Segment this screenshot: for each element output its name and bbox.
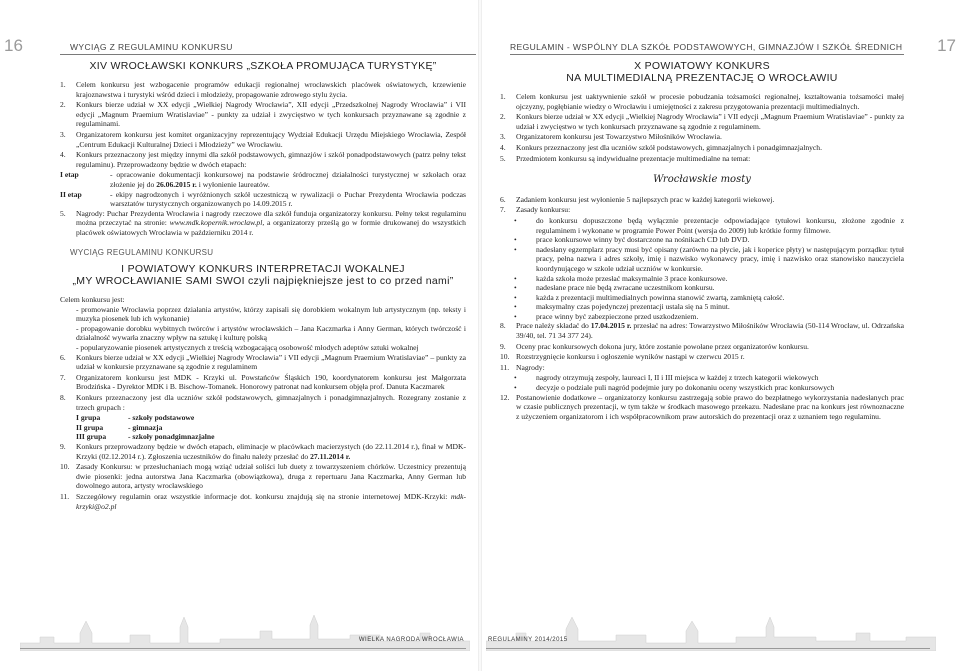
topic-title: Wrocławskie mosty <box>653 174 751 186</box>
bullet-item: • każda szkoła może przesłać maksymalnie 3 prace konkursowe. <box>514 273 728 283</box>
list-item: 4. Konkurs przeznaczony jest między innymi dla szkół podstawowych, gimnazjów i szkół ponadpodstawowych (patrz pełny tekst regulaminu). Przeprowadzony będzie w dwóch etapach: <box>60 150 466 169</box>
stage-row: I etap - opracowanie dokumentacji konkursowej na podstawie śródrocznej działalności turystycznej w szkołach oraz złożenie jej do 26.06.2015 r. i wyłonienie laureatów. <box>60 170 466 189</box>
page-number: 17 <box>937 36 956 55</box>
section-title: X POWIATOWY KONKURS NA MULTIMEDIALNĄ PREZENTACJĘ O WROCŁAWIU <box>566 60 838 84</box>
group-row: I grupa - szkoły podstawowe <box>76 413 195 423</box>
list-item: 8. Konkurs przeznaczony jest dla uczniów szkół podstawowych, gimnazjalnych i ponadgimnazjalnych. Rozegrany zostanie z trzech grupach : <box>60 393 466 412</box>
bullet-item: • do konkursu dopuszczone będą wyłącznie prezentacje odpowiadające tytułowi konkursu, złożone zgodnie z regulaminem i wykonane w programie Power Point (wersja do 2009) lub krótkie formy filmowe. <box>514 215 904 235</box>
list-item: 3. Organizatorem konkursu jest komitet organizacyjny reprezentujący Wydział Edukacji Urzędu Miejskiego Wrocławia, Zespół „Centrum Edukacji Kulturalnej Dzieci i Młodzieży” we Wrocławiu. <box>60 129 466 149</box>
right-body <box>500 58 904 422</box>
list-item: 12. Postanowienie dodatkowe – organizatorzy konkursu zastrzegają sobie prawo do bezpłatnego wykorzystania nadesłanych prac w czasie publicznych prezentacji, w tym także w środkach masowego przekazu. Nadesłane prac na konkurs jest równoznaczne z użyczeniem organizatorom i ich współpracownikom praw autorskich do prezentacji oraz z uznaniem tego regulaminu. <box>500 392 904 421</box>
list-item: 11. Szczegółowy regulamin oraz wszystkie informacje dot. konkursu znajdują się na stronie internetowej MDK-Krzyki: mdk-krzyki@o2.pl <box>60 491 466 511</box>
footer-rule <box>20 648 466 649</box>
group-row: II grupa - gimnazja <box>76 422 163 432</box>
list-item: 5. Przedmiotem konkursu są indywidualne prezentacje multimedialne na temat: <box>500 153 751 163</box>
stage-row: II etap - ekipy nagrodzonych i wyróżnionych szkół uczestniczą w rywalizacji o Puchar Prezydenta Wrocławia podczas warsztatów turystycznych organizowanych po 14.09.2015 r. <box>60 189 466 209</box>
header-rule <box>510 54 904 55</box>
section-title-2: I POWIATOWY KONKURS INTERPRETACJI WOKALNEJ „MY WROCŁAWIANIE SAMI SWOI czyli najpiękniejsze jest to co przed nami” <box>72 263 454 288</box>
list-item: 10. Rozstrzygnięcie konkursu i ogłoszenie wyników nastąpi w czerwcu 2015 r. <box>500 352 745 362</box>
bullet-item: • decyzje o podziale puli nagród podejmie jury po dokonaniu oceny wszystkich prac konkursowych <box>514 383 835 393</box>
bullet-item: • nagrody otrzymują zespoły, laureaci I, II i III miejsca w każdej z trzech kategorii wiekowych <box>514 373 819 383</box>
section-title: XIV WROCŁAWSKI KONKURS „SZKOŁA PROMUJĄCA TURYSTYKĘ” <box>89 60 437 72</box>
goal-item: - propagowanie dorobku wybitnych twórców i artystów wrocławskich – Jana Kaczmarka i Anny German, których twórczość i działalność wywarła znaczny wpływ na sztukę i kulturę polską <box>76 323 466 343</box>
list-item: 9. Konkurs przeprowadzony będzie w dwóch etapach, eliminacje w placówkach macierzystych (do 22.11.2014 r.), finał w MDK-Krzyki (02.12.2014 r.). Zgłoszenia uczestników do finału należy przesłać do 27.11.2014 r. <box>60 442 466 461</box>
list-item: 4. Konkurs przeznaczony jest dla uczniów szkół podstawowych, gimnazjalnych i ponadgimnazjalnych. <box>500 142 822 152</box>
list-item: 1. Celem konkursu jest wzbogacenie programów edukacji regionalnej wrocławskich placówek oświatowych, krzewienie krajoznawstwa i turystyki wśród dzieci i młodzieży, propagowanie zdrowego stylu życia. <box>60 80 466 99</box>
website-link[interactable]: www.mdk.kopernik.wroclaw.pl <box>169 218 263 228</box>
goal-label: Celem konkursu jest: <box>60 295 125 305</box>
goal-item: - popularyzowanie piosenek artystycznych z treścią wzbogacającą osobowość młodych adeptów sztuki wokalnej <box>76 343 419 353</box>
page-header: WYCIĄG Z REGULAMINU KONKURSU <box>70 42 233 52</box>
right-page <box>480 0 960 671</box>
city-skyline-illustration <box>486 613 936 651</box>
list-item: 3. Organizatorem konkursu jest Towarzystwo Miłośników Wrocławia. <box>500 132 722 142</box>
bullet-item: • nadesłany egzemplarz pracy musi być opisany (zarówno na płycie, jak i koperice płyty) w następującym porządku: tytuł pracy, pełna nazwa i adres szkoły, imię i nazwisko wykonawcy pracy, imię i nazwisko oraz stanowisko nauczyciela koordynującego w szkole udział uczniów w konkursie. <box>514 244 904 273</box>
header-rule <box>60 54 476 55</box>
bullet-item: • nadesłane prace nie będą zwracane uczestnikom konkursu. <box>514 283 715 293</box>
list-item: 9. Oceny prac konkursowych dokona jury, które zostanie powołane przez organizatorów konkursu. <box>500 341 809 351</box>
list-item: 11. Nagrody: <box>500 362 545 372</box>
list-item: 7. Zasady konkursu: <box>500 205 571 215</box>
list-item: 6. Zadaniem konkursu jest wyłonienie 5 najlepszych prac w każdej kategorii wiekowej. <box>500 194 775 204</box>
list-item: 5. Nagrody: Puchar Prezydenta Wrocławia i nagrody rzeczowe dla szkół funduja organizatorzy konkursu. Pełny tekst regulaminu można przeczytać na stronie: www.mdk.kopernik.wroclaw.pl, a organizatorzy prześlą go w formie drukowanej do wszystkich placówek oświatowych Wrocławia w październiku 2014 r. <box>60 208 466 237</box>
bullet-item: • prace konkursowe winny być dostarczone na nośnikach CD lub DVD. <box>514 235 750 245</box>
left-body <box>60 58 466 512</box>
bullet-item: • prace winny być zabezpieczone przed uszkodzeniem. <box>514 311 699 321</box>
bullet-item: • maksymalny czas pojedynczej prezentacji ustala się na 5 minut. <box>514 302 730 312</box>
city-skyline-illustration <box>20 613 470 651</box>
list-item: 8. Prace należy składać do 17.04.2015 r. przesłać na adres: Towarzystwo Miłośników Wrocławia (50-114 Wrocław, ul. Odrzańska 39/40, tel. 71 34 377 24). <box>500 321 904 341</box>
list-item: 2. Konkurs bierze udział w XX edycji „Wielkiej Nagrody Wrocławia” i VII edycji „Magnum Praemium Wratislaviae” - punkty za udział i zwycięstwo w tych konkursach przyznawane są zgodnie z regulaminem. <box>500 112 904 131</box>
email-link[interactable]: mdk-krzyki@o2.pl <box>76 491 466 511</box>
list-item: 10. Zasady Konkursu: w przesłuchaniach mogą wziąć udział soliści lub duety z towarzyszeniem chórków. Uczestnicy prezentują dwie piosenki: jedna autorstwa Jana Kaczmarka (obowiązkowa), druga z repertuaru Jana Kaczmarka, Anny German lub dowolnego autora, artysty wrocławskiego <box>60 462 466 491</box>
page-header: REGULAMIN - WSPÓLNY DLA SZKÓŁ PODSTAWOWYCH, GIMNAZJÓW I SZKÓŁ ŚREDNICH <box>510 42 903 52</box>
footer-rule <box>486 648 930 649</box>
page-footer: REGULAMINY 2014/2015 <box>488 637 568 643</box>
list-item: 2. Konkurs bierze udział w XX edycji „Wielkiej Nagrody Wrocławia”, XII edycji „Przedszkolnej Nagrody Wrocławia” i VII edycji „Magnum Praemium Wratislaviae” - punkty za udział i zwycięstwo w tych konkursach przyznawane są zgodnie z regulaminami. <box>60 100 466 129</box>
list-item: 6. Konkurs bierze udział w XX edycji „Wielkiej Nagrody Wrocławia” i VII edycji „Magnum Praemium Wratislaviae” – punkty za udział w konkursie przyznawane są zgodnie z regulaminem <box>60 352 466 372</box>
list-item: 1. Celem konkursu jest uaktywnienie szkół w procesie pobudzania tożsamości regionalnej, kształtowania tożsamości małej ojczyzny, pogłębianie wiedzy o Wrocławiu i umiejętności z zakresu przygotowania prezentacji multimedialnych. <box>500 92 904 111</box>
goal-item: - promowanie Wrocławia poprzez działania artystów, którzy zapisali się dorobkiem wokalnym lub artystycznym (np. teksty i muzyka piosenek lub ich wykonanie) <box>76 304 466 324</box>
bullet-item: • każda z prezentacji multimedialnych powinna stanowić zwartą, zamkniętą całość. <box>514 292 785 302</box>
page-footer: WIELKA NAGRODA WROCŁAWIA <box>358 637 464 643</box>
page-number: 16 <box>4 36 23 55</box>
list-item: 7. Organizatorem konkursu jest MDK - Krzyki ul. Powstańców Śląskich 190, koordynatorem konkursu jest Małgorzata Brodzińska - Dyrektor MDK i B. Bischow-Tomanek. Honorowy patronat nad konkursem objęła prof. Danuta Kaczmarek <box>60 372 466 392</box>
section-subtitle: WYCIĄG REGULAMINU KONKURSU <box>70 247 214 257</box>
group-row: III grupa - szkoły ponadgimnazjalne <box>76 432 215 442</box>
